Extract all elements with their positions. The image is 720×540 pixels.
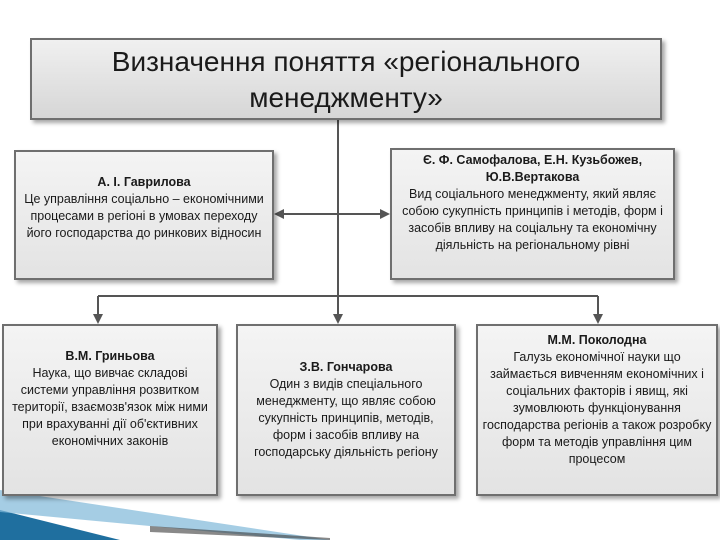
card-description: Вид соціального менеджменту, який являє собою сукупність принципів і методів, форм і засобів впливу на соціальну та економічну діяльність на регіональному рівні (402, 187, 663, 252)
definition-card-samofalova (390, 148, 675, 280)
card-description: Наука, що вивчає складові системи управління розвитком території, взаємозв'язок між ними при врахуванні дії об'єктивних економічних законів (12, 366, 208, 448)
definition-card-gavrilova (14, 150, 274, 280)
card-description: Галузь економічної науки що займається вивченням економічних і соціальних факторів і явищ, які зумовлюють функціонування господарства регіонів а також розробку форм та методів управління цим процесом (482, 350, 712, 466)
card-author: А. І. Гаврилова (97, 175, 191, 189)
definition-card-pokolodna (476, 324, 718, 496)
definition-card-grinyova (2, 324, 218, 496)
card-author: В.М. Гриньова (65, 349, 155, 363)
diagram-title-text: Визначення поняття «регіонального менеджменту» (111, 46, 581, 113)
card-description: Це управління соціально – економічними процесами в регіоні в умовах переходу його господарства до ринкових відносин (24, 192, 264, 240)
card-description: Один з видів спеціального менеджменту, що являє собою сукупність принципів, методів, форм і засобів впливу на господарську діяльність регіону (254, 377, 438, 459)
definition-card-goncharova (236, 324, 456, 496)
card-author: Є. Ф. Самофалова, Е.Н. Кузьбожев, Ю.В.Вертакова (422, 153, 643, 184)
diagram-title (30, 38, 662, 120)
card-author: З.В. Гончарова (299, 360, 393, 374)
card-author: М.М. Поколодна (547, 333, 647, 347)
